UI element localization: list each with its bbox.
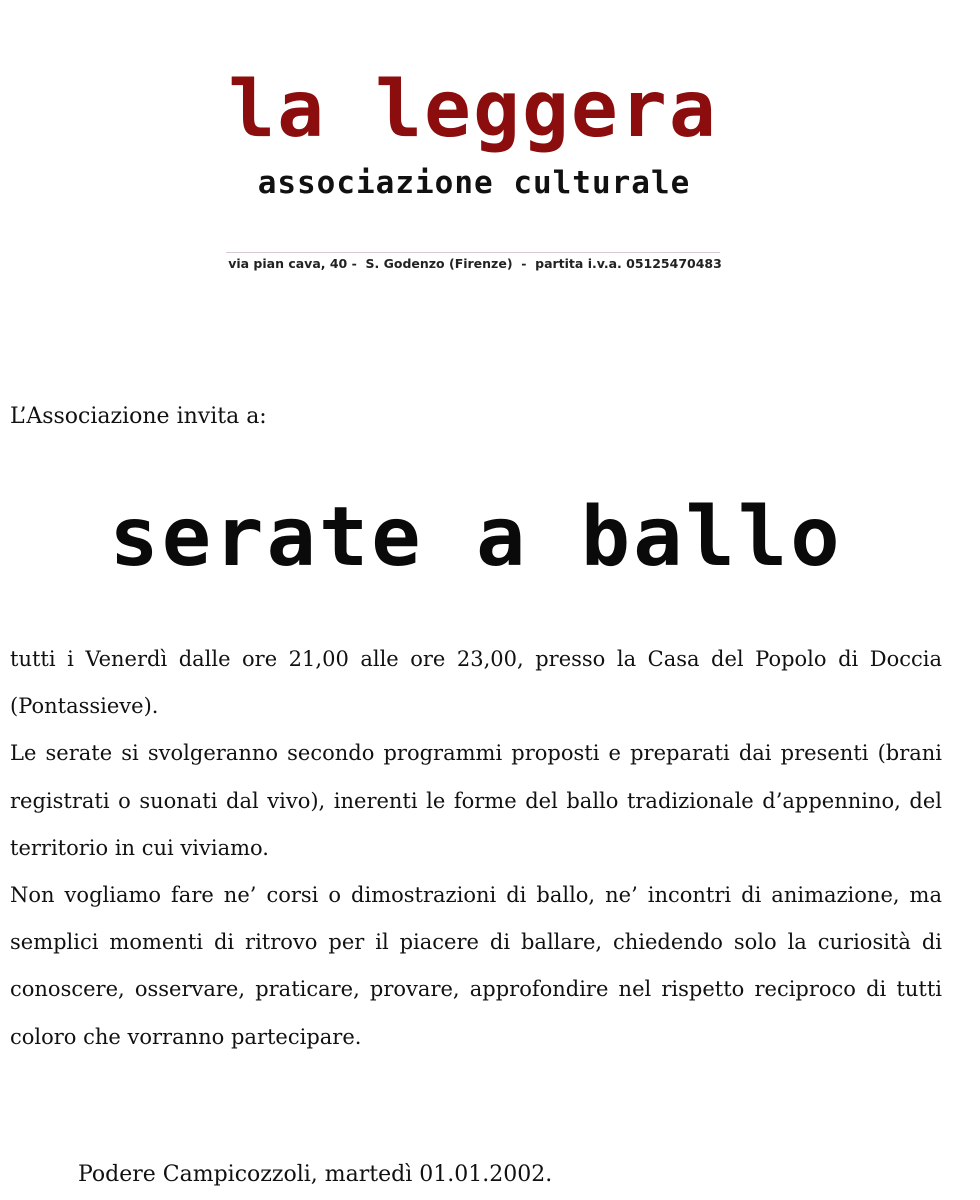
organization-name: la leggera (228, 65, 718, 155)
letterhead (0, 0, 980, 290)
place-and-date: Podere Campicozzoli, martedì 01.01.2002. (78, 1162, 553, 1187)
invitation-body (10, 636, 942, 1061)
body-paragraph-program: Le serate si svolgeranno secondo programmi proposti e preparati dai presenti (brani registrati o suonati dal vivo), inerenti le forme del ballo tradizionale d’appennino, del territorio in cui viviamo. (10, 741, 942, 860)
body-paragraph-purpose: Non vogliamo fare ne’ corsi o dimostrazioni di ballo, ne’ incontri di animazione, ma semplici momenti di ritrovo per il piacere di ballare, chiedendo solo la curiosità di conoscere, osservare, praticare, provare, approfondire nel rispetto reciproco di tutti coloro che vorranno partecipare. (10, 883, 942, 1049)
invitation-intro: L’Associazione invita a: (10, 404, 267, 429)
organization-subtitle: associazione culturale (257, 165, 691, 201)
organization-address: via pian cava, 40 - S. Godenzo (Firenze) - partita i.v.a. 05125470483 (228, 256, 722, 271)
letterhead-divider (226, 252, 720, 253)
body-paragraph-schedule: tutti i Venerdì dalle ore 21,00 alle ore 23,00, presso la Casa del Popolo di Doccia (Pontassieve). (10, 647, 942, 719)
event-title: serate a ballo (109, 490, 843, 585)
